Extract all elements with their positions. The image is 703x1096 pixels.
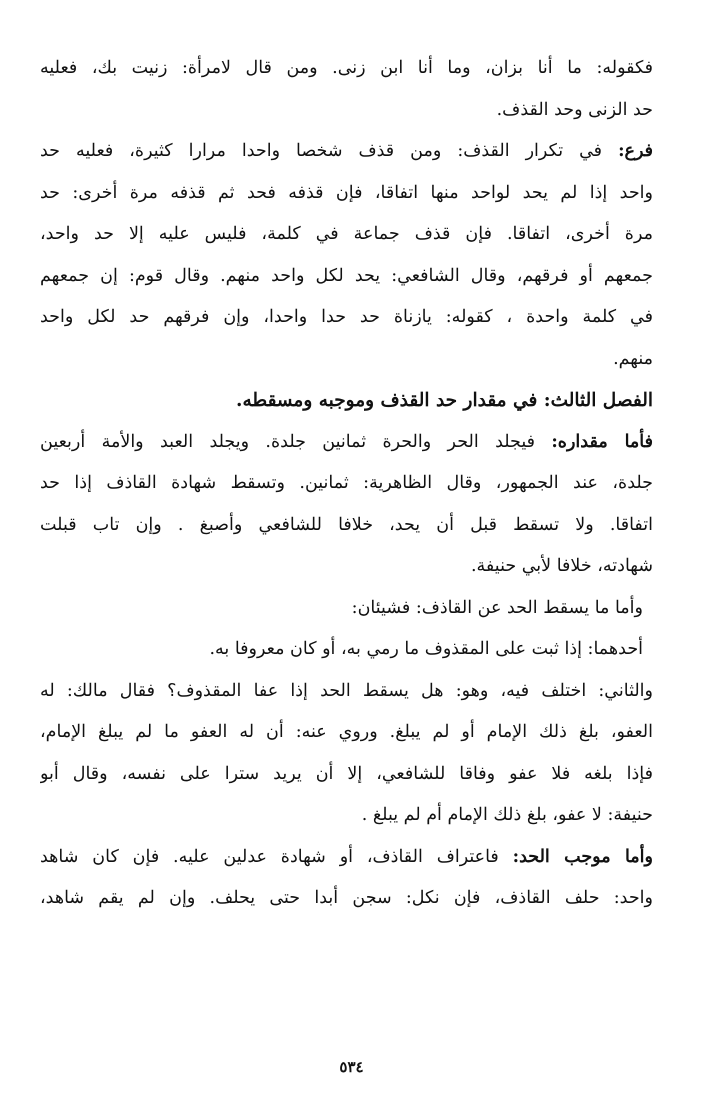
text-line: جمعهم أو فرقهم، وقال الشافعي: يحد لكل واحد منهم. وقال قوم: إن جمعهم [40, 265, 653, 286]
text-line: شهادته، خلافا لأبي حنيفة. [470, 556, 653, 576]
paragraph-lead: وأما موجب الحد: [512, 846, 653, 867]
text-line: فكقوله: ما أنا بزان، وما أنا ابن زنى. ومن قال لامرأة: زنيت بك، فعليه [40, 58, 653, 78]
text-line: اتفاقا. ولا تسقط قبل أن يحد، خلافا للشافعي وأصبغ . وإن تاب قبلت [40, 514, 653, 535]
page-number: ٥٣٤ [339, 1058, 364, 1076]
text-line: واحد إذا لم يحد لواحد منها اتفاقا، فإن قذفه فحد ثم قذفه مرة أخرى: حد [40, 182, 653, 203]
text-line: وأما ما يسقط الحد عن القاذف: فشيئان: [351, 597, 643, 618]
far-heading: فرع: [618, 141, 653, 161]
text-line: حنيفة: لا عفو، بلغ ذلك الإمام أم لم يبلغ . [361, 805, 653, 825]
text-line: فرع: في تكرار القذف: ومن قذف شخصا واحدا مرارا كثيرة، فعليه حد [40, 141, 653, 161]
text-line: العفو، بلغ ذلك الإمام أو لم يبلغ. وروي عنه: أن له العفو ما لم يبلغ الإمام، [40, 722, 653, 742]
text-line: جلدة، عند الجمهور، وقال الظاهرية: ثمانين. وتسقط شهادة القاذف إذا حد [40, 473, 653, 493]
text-line: فإذا بلغه فلا عفو وفاقا للشافعي، إلا أن يريد سترا على نفسه، وقال أبو [40, 763, 653, 784]
page-body [40, 48, 653, 920]
text-line: والثاني: اختلف فيه، وهو: هل يسقط الحد إذا عفا المقذوف؟ فقال مالك: له [40, 680, 653, 701]
text-line: حد الزنى وحد القذف. [496, 99, 653, 120]
text-line: فأما مقداره: فيجلد الحر والحرة ثمانين جلدة. ويجلد العبد والأمة أربعين [40, 431, 653, 452]
text-line: في كلمة واحدة ، كقوله: يازناة حد حدا واحدا، وإن فرقهم حد لكل واحد [40, 307, 653, 327]
text-line: منهم. [613, 348, 653, 369]
paragraph-lead: فأما مقداره: [551, 431, 653, 452]
text-line: واحد: حلف القاذف، فإن نكل: سجن أبدا حتى يحلف. وإن لم يقم شاهد، [40, 888, 653, 908]
text-line: أحدهما: إذا ثبت على المقذوف ما رمي به، أو كان معروفا به. [209, 639, 643, 659]
section-heading: الفصل الثالث: في مقدار حد القذف وموجبه ومسقطه. [236, 390, 653, 411]
text-line: وأما موجب الحد: فاعتراف القاذف، أو شهادة عدلين عليه. فإن كان شاهد [40, 846, 653, 867]
text-line: مرة أخرى، اتفاقا. فإن قذف جماعة في كلمة، فليس عليه إلا حد واحد، [40, 224, 653, 244]
